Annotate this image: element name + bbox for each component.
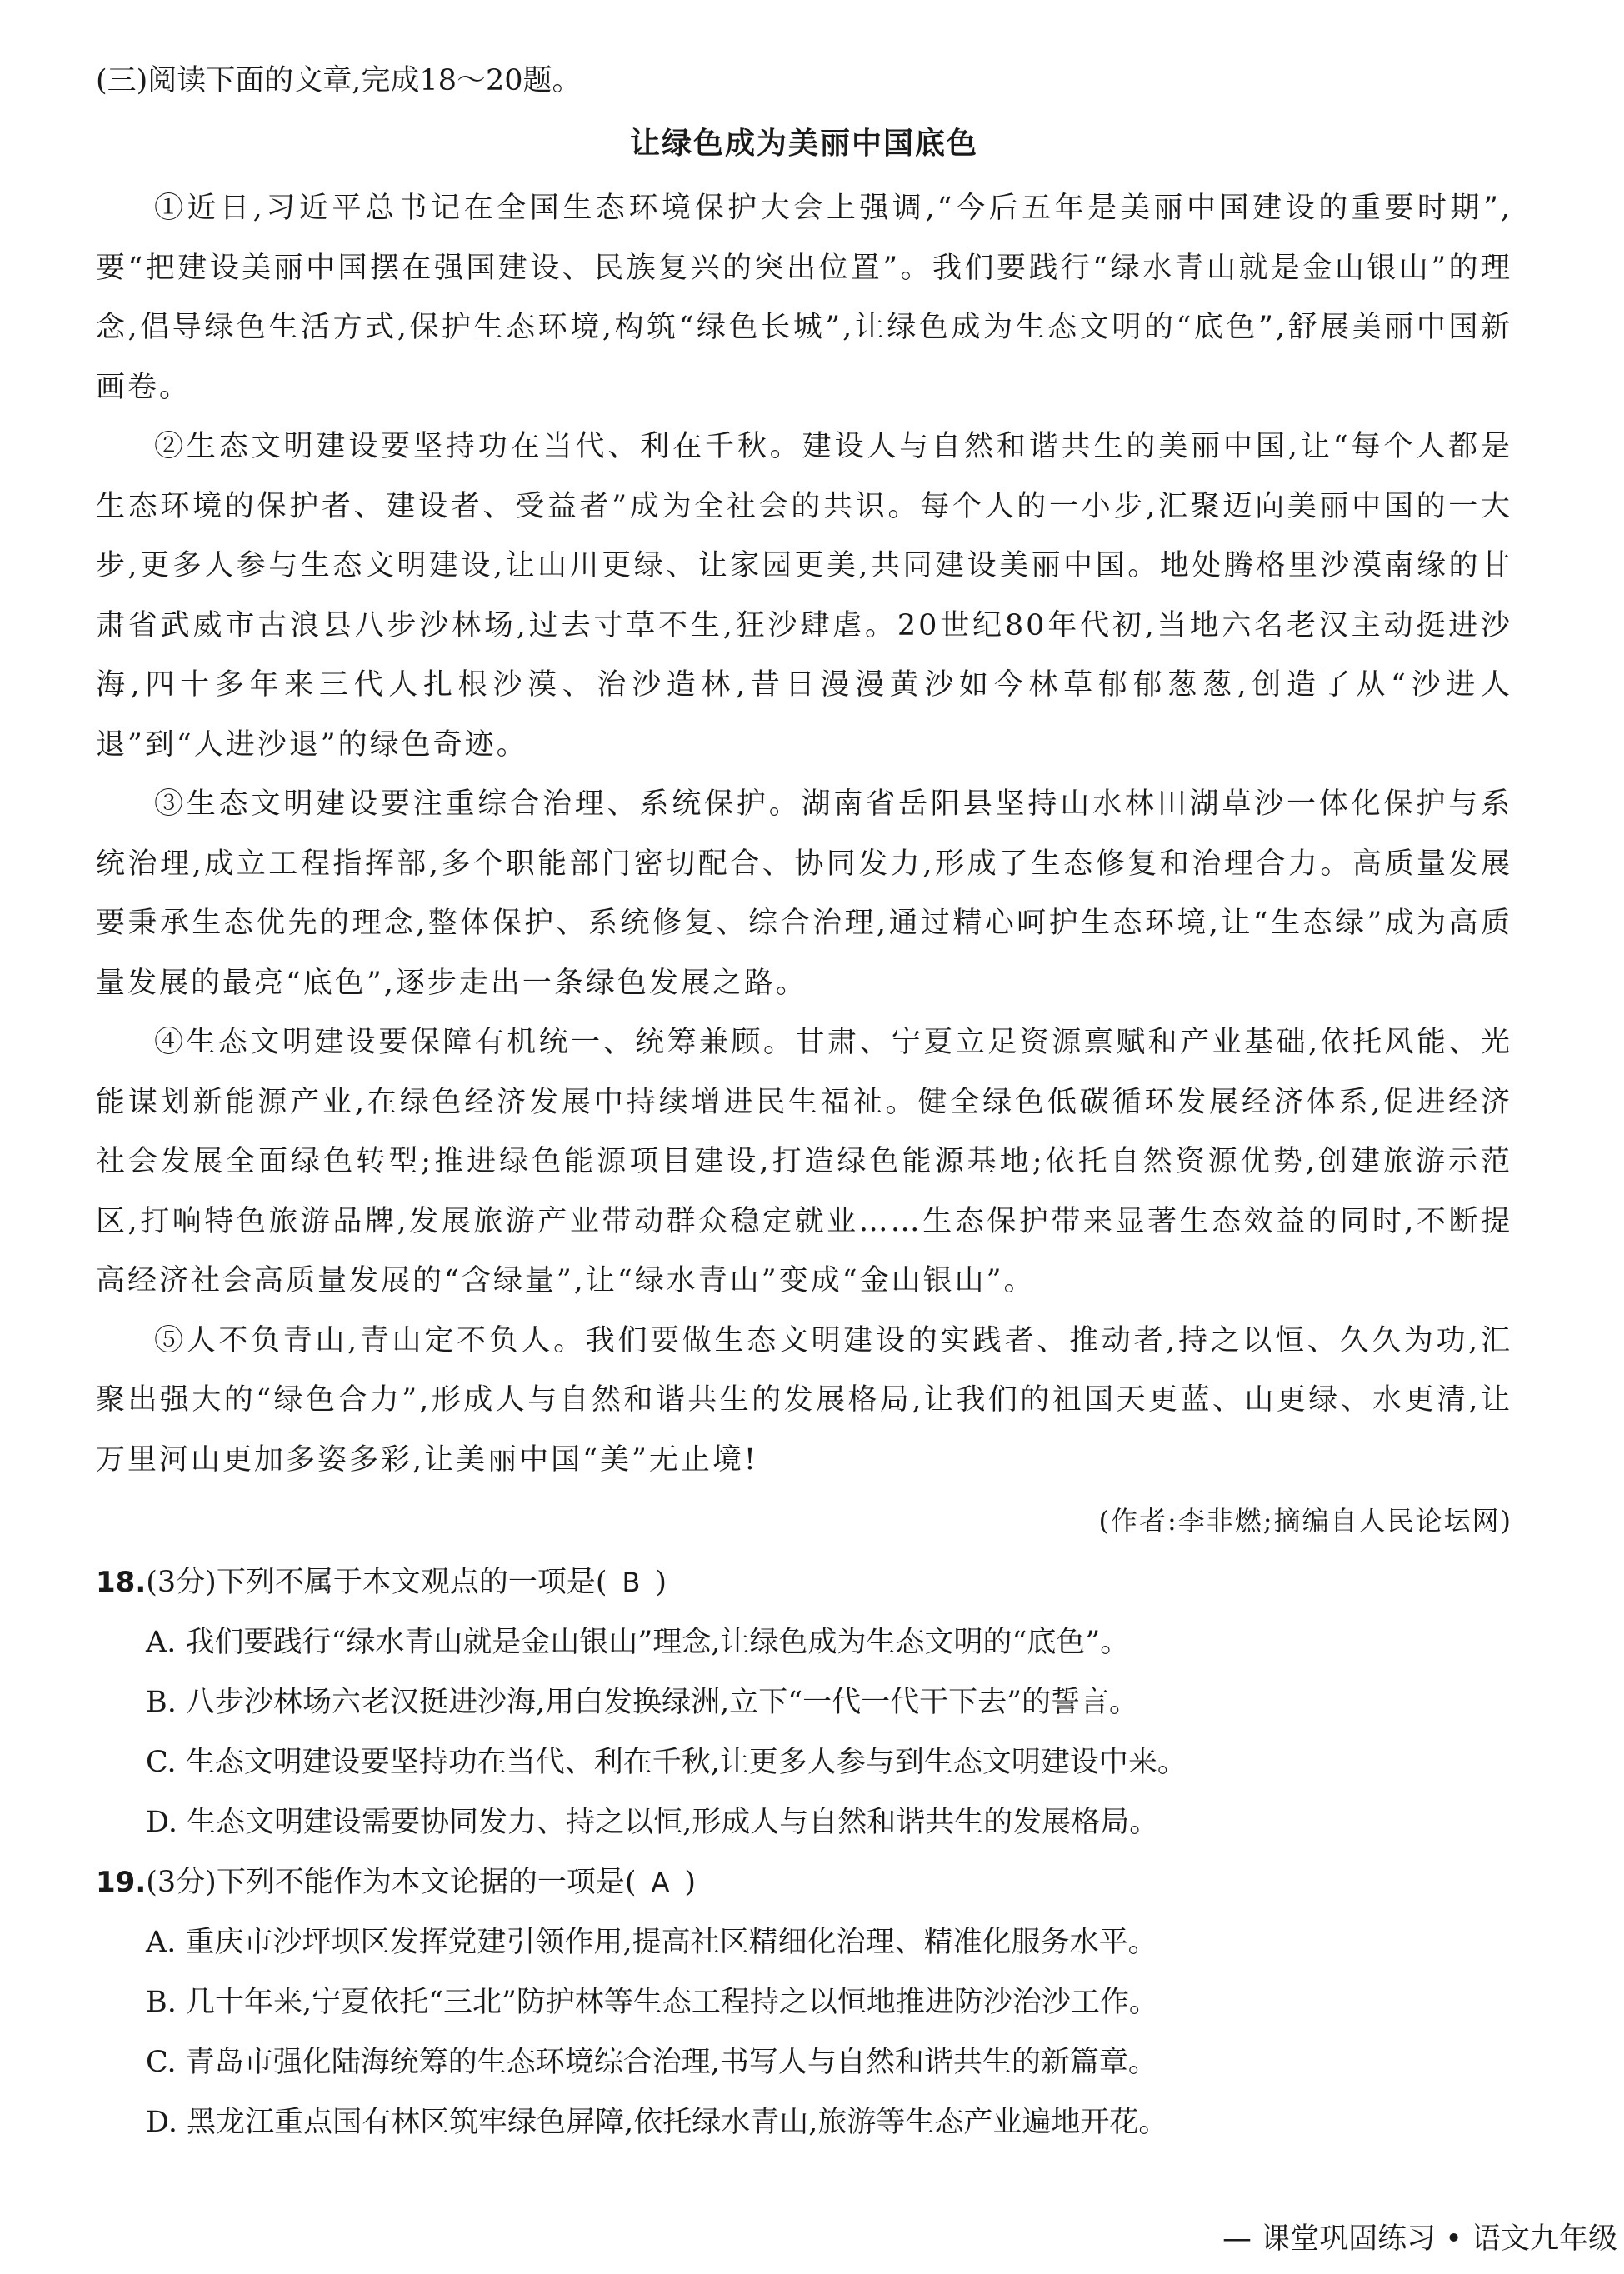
question-number: 19. — [96, 1866, 147, 1899]
paragraph-3: ③生态文明建设要注重综合治理、系统保护。湖南省岳阳县坚持山水林田湖草沙一体化保护与系统治理,成立工程指挥部,多个职能部门密切配合、协同发力,形成了生态修复和治理合力。高质量发展要秉承生态优先的理念,整体保护、系统修复、综合治理,通过精心呵护生态环境,让“生态绿”成为高质量发展的最亮“底色”,逐步走出一条绿色发展之路。 — [96, 787, 1512, 1000]
question-points: (3分) — [146, 1866, 217, 1899]
paragraph-4: ④生态文明建设要保障有机统一、统筹兼顾。甘肃、宁夏立足资源禀赋和产业基础,依托风能、光能谋划新能源产业,在绿色经济发展中持续增进民生福祉。健全绿色低碳循环发展经济体系,促进经济社会发展全面绿色转型;推进绿色能源项目建设,打造绿色能源基地;依托自然资源优势,创建旅游示范区,打响特色旅游品牌,发展旅游产业带动群众稳定就业……生态保护带来显著生态效益的同时,不断提高经济社会高质量发展的“含绿量”,让“绿水青山”变成“金山银山”。 — [96, 1026, 1512, 1297]
question-points: (3分) — [146, 1566, 217, 1599]
question-text: 下列不能作为本文论据的一项是( — [216, 1866, 637, 1899]
question-19 — [96, 1852, 1512, 2152]
paragraph-2: ②生态文明建设要坚持功在当代、利在千秋。建设人与自然和谐共生的美丽中国,让“每个人都是生态环境的保护者、建设者、受益者”成为全社会的共识。每个人的一小步,汇聚迈向美丽中国的一大步,更多人参与生态文明建设,让山川更绿、让家园更美,共同建设美丽中国。地处腾格里沙漠南缘的甘肃省武威市古浪县八步沙林场,过去寸草不生,狂沙肆虐。20世纪80年代初,当地六名老汉主动挺进沙海,四十多年来三代人扎根沙漠、治沙造林,昔日漫漫黄沙如今林草郁郁葱葱,创造了从“沙进人退”到“人进沙退”的绿色奇迹。 — [96, 430, 1512, 762]
option-d: D. 黑龙江重点国有林区筑牢绿色屏障,依托绿水青山,旅游等生态产业遍地开花。 — [146, 2106, 1168, 2139]
option-a: A. 我们要践行“绿水青山就是金山银山”理念,让绿色成为生态文明的“底色”。 — [146, 1626, 1130, 1659]
question-close: ) — [684, 1866, 697, 1899]
page-footer: — 课堂巩固练习 • 语文九年级 — [1222, 2222, 1617, 2256]
question-number: 18. — [96, 1566, 147, 1599]
section-heading: (三)阅读下面的文章,完成18～20题。 — [96, 64, 582, 97]
option-b: B. 几十年来,宁夏依托“三北”防护林等生态工程持之以恒地推进防沙治沙工作。 — [146, 1986, 1158, 2019]
option-b: B. 八步沙林场六老汉挺进沙海,用白发换绿洲,立下“一代一代干下去”的誓言。 — [146, 1686, 1139, 1719]
question-stem — [96, 1552, 1512, 1612]
answer-mark: A — [651, 1867, 670, 1898]
option-d: D. 生态文明建设需要协同发力、持之以恒,形成人与自然和谐共生的发展格局。 — [146, 1806, 1159, 1839]
question-close: ) — [655, 1566, 667, 1599]
answer-mark: B — [622, 1567, 641, 1598]
paragraph-5: ⑤人不负青山,青山定不负人。我们要做生态文明建设的实践者、推动者,持之以恒、久久为功,汇聚出强大的“绿色合力”,形成人与自然和谐共生的发展格局,让我们的祖国天更蓝、山更绿、水更清,让万里河山更加多姿多彩,让美丽中国“美”无止境! — [96, 1323, 1512, 1477]
option-c: C. 生态文明建设要坚持功在当代、利在千秋,让更多人参与到生态文明建设中来。 — [146, 1746, 1187, 1779]
article-body — [96, 179, 1512, 1490]
question-18 — [96, 1552, 1512, 1852]
option-a: A. 重庆市沙坪坝区发挥党建引领作用,提高社区精细化治理、精准化服务水平。 — [146, 1926, 1157, 1959]
paragraph-1: ①近日,习近平总书记在全国生态环境保护大会上强调,“今后五年是美丽中国建设的重要时期”,要“把建设美丽中国摆在强国建设、民族复兴的突出位置”。我们要践行“绿水青山就是金山银山”的理念,倡导绿色生活方式,保护生态环境,构筑“绿色长城”,让绿色成为生态文明的“底色”,舒展美丽中国新画卷。 — [96, 192, 1512, 404]
worksheet-page — [96, 50, 1512, 2152]
article-attribution: (作者:李非燃;摘编自人民论坛网) — [1098, 1505, 1512, 1537]
article-title: 让绿色成为美丽中国底色 — [629, 127, 978, 161]
question-text: 下列不属于本文观点的一项是( — [216, 1566, 607, 1599]
option-c: C. 青岛市强化陆海统筹的生态环境综合治理,书写人与自然和谐共生的新篇章。 — [146, 2046, 1157, 2079]
question-stem — [96, 1852, 1512, 1912]
